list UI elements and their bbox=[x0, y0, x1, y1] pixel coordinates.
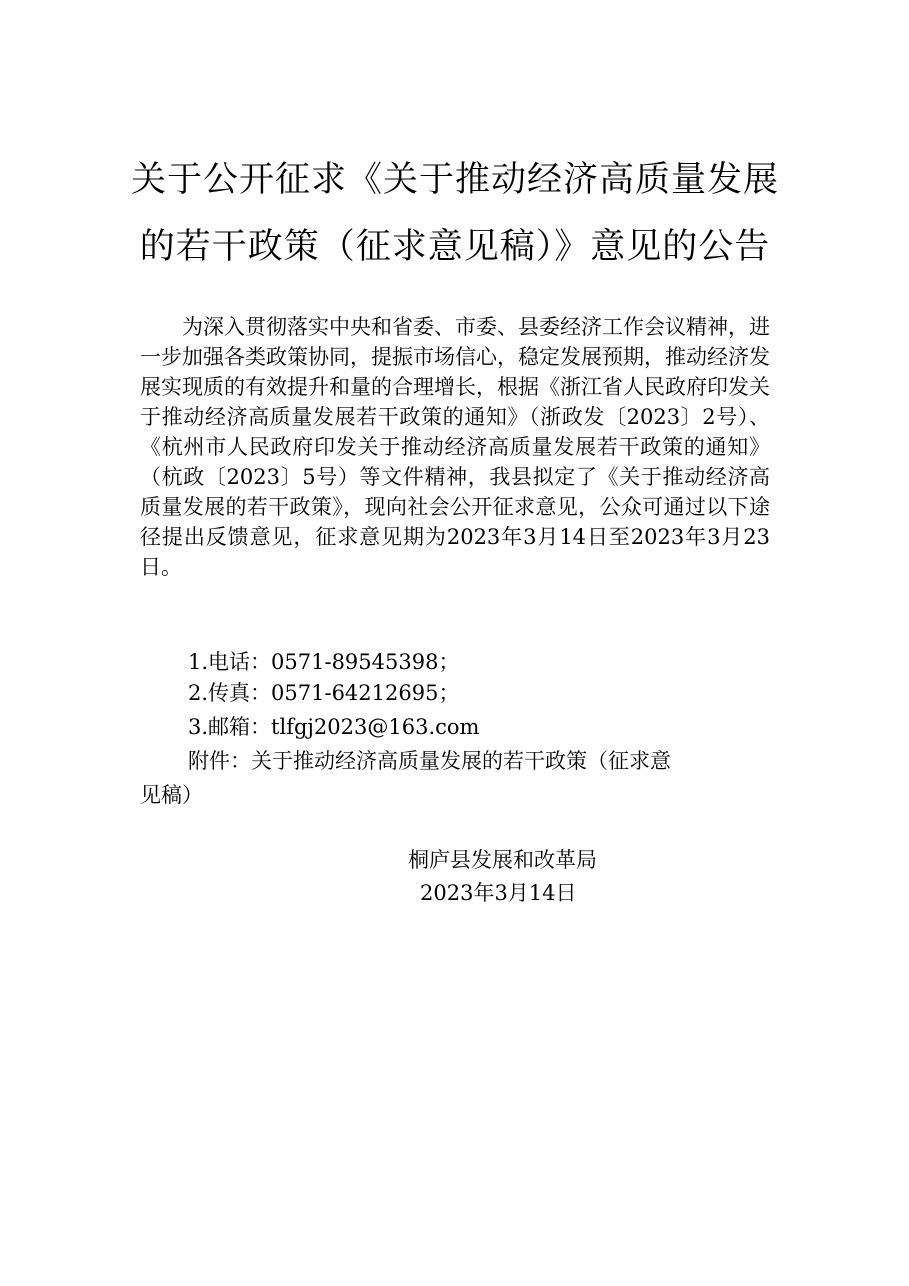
issuer-name: 桐庐县发展和改革局 bbox=[408, 848, 597, 872]
body-paragraph: 为深入贯彻落实中央和省委、市委、县委经济工作会议精神，进一步加强各类政策协同，提振市场信心，稳定发展预期，推动经济发展实现质的有效提升和量的合理增长，根据《浙江省人民政府印发关于推动经济高质量发展若干政策的通知》（浙政发〔2023〕2号）、《杭州市人民政府印发关于推动经济高质量发展若干政策的通知》（杭政〔2023〕5号）等文件精神，我县拟定了《关于推动经济高质量发展的若干政策》，现向社会公开征求意见，公众可通过以下途径提出反馈意见，征求意见期为2023年3月14日至2023年3月23日。 bbox=[140, 315, 770, 579]
contact-fax: 2.传真：0571-64212695； bbox=[188, 681, 460, 705]
attachment-line-2: 见稿） bbox=[140, 783, 203, 807]
contact-email: 3.邮箱：tlfgj2023@163.com bbox=[188, 715, 480, 739]
contact-phone: 1.电话：0571-89545398； bbox=[188, 650, 460, 674]
document-title-line-2: 的若干政策（征求意见稿）》意见的公告 bbox=[139, 227, 771, 267]
issue-date: 2023年3月14日 bbox=[420, 881, 577, 905]
document-title-line-1: 关于公开征求《关于推动经济高质量发展 bbox=[130, 160, 779, 200]
attachment-line-1: 附件：关于推动经济高质量发展的若干政策（征求意 bbox=[188, 749, 671, 773]
document-body bbox=[140, 312, 770, 582]
